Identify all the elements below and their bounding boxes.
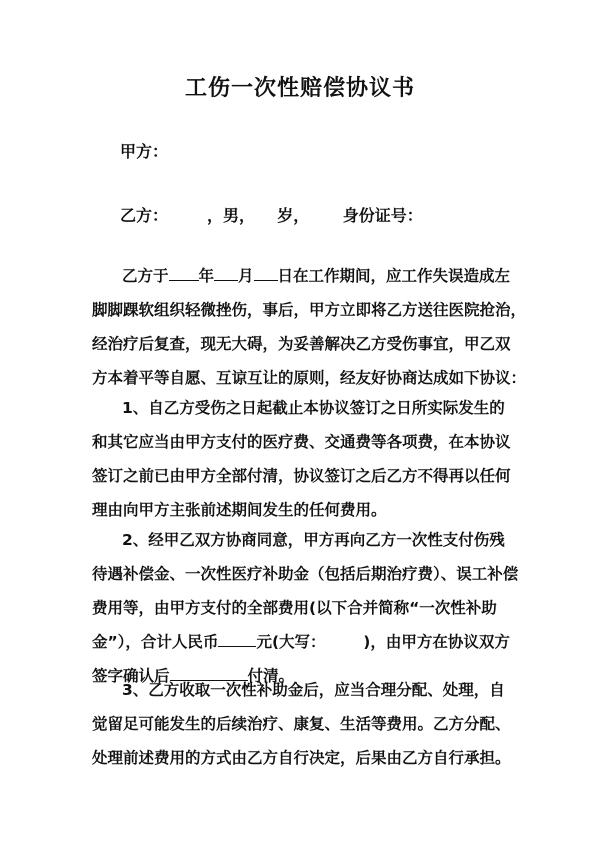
paragraph-line: 理由向甲方主张前述期间发生的任何费用。 <box>92 501 387 519</box>
clause-3 <box>92 673 522 775</box>
text-segment: 付清。 <box>247 667 295 685</box>
paragraph-line: 费用等，由甲方支付的全部费用(以下合并简称“一次性补助 <box>92 599 497 617</box>
text-segment: 日在工作期间，应工作失误造成左 <box>277 267 511 285</box>
paragraph-line: 签订之前已由甲方全部付清，协议签订之后乙方不得再以任何 <box>92 467 511 485</box>
amount-blank <box>218 628 256 647</box>
paragraph-line: 待遇补偿金、一次性医疗补助金（包括后期治疗费）、误工补偿 <box>92 565 519 583</box>
clause-1 <box>92 391 522 527</box>
text-segment: 年 <box>198 267 215 285</box>
paragraph-line: 经治疗后复查，现无大碍，为妥善解决乙方受伤事宜，甲乙双 <box>92 335 511 353</box>
month-blank <box>214 262 238 281</box>
paragraph-line: 方本着平等自愿、互谅互让的原则，经友好协商达成如下协议： <box>92 369 527 387</box>
clause-2 <box>92 523 522 693</box>
intro-paragraph <box>92 259 527 395</box>
year-blank <box>169 262 199 281</box>
paragraph-line <box>92 259 522 293</box>
text-segment: 金”），合计人民币 <box>92 633 219 651</box>
party-a-label: 甲方： <box>120 142 169 161</box>
text-segment: 乙方于 <box>122 267 169 285</box>
paragraph-line: 处理前述费用的方式由乙方自行决定，后果由乙方自行承担。 <box>92 749 511 767</box>
text-segment: 月 <box>238 267 254 285</box>
paragraph-line: 和其它应当由甲方支付的医疗费、交通费等各项费，在本协议 <box>92 433 511 451</box>
text-segment: 元(大写： )，由甲方在协议双方 <box>256 633 510 651</box>
paragraph-line: 1、自乙方受伤之日起截止本协议签订之日所实际发生的 <box>122 399 505 417</box>
paragraph-line: 觉留足可能发生的后续治疗、康复、生活等费用。乙方分配、 <box>92 715 511 733</box>
paragraph-line <box>92 625 522 659</box>
document-title: 工伤一次性赔偿协议书 <box>184 76 415 101</box>
party-b-line: 乙方： ，男， 岁， 身份证号： <box>120 206 423 225</box>
text-segment: 签字确认后 <box>92 667 170 685</box>
paragraph-line: 3、乙方收取一次性补助金后，应当合理分配、处理，自 <box>122 681 505 699</box>
paragraph-line: 2、经甲乙双方协商同意，甲方再向乙方一次性支付伤残 <box>122 531 505 549</box>
day-blank <box>254 262 278 281</box>
paragraph-line: 脚脚踝软组织轻微挫伤，事后，甲方立即将乙方送往医院抢治， <box>92 301 527 319</box>
